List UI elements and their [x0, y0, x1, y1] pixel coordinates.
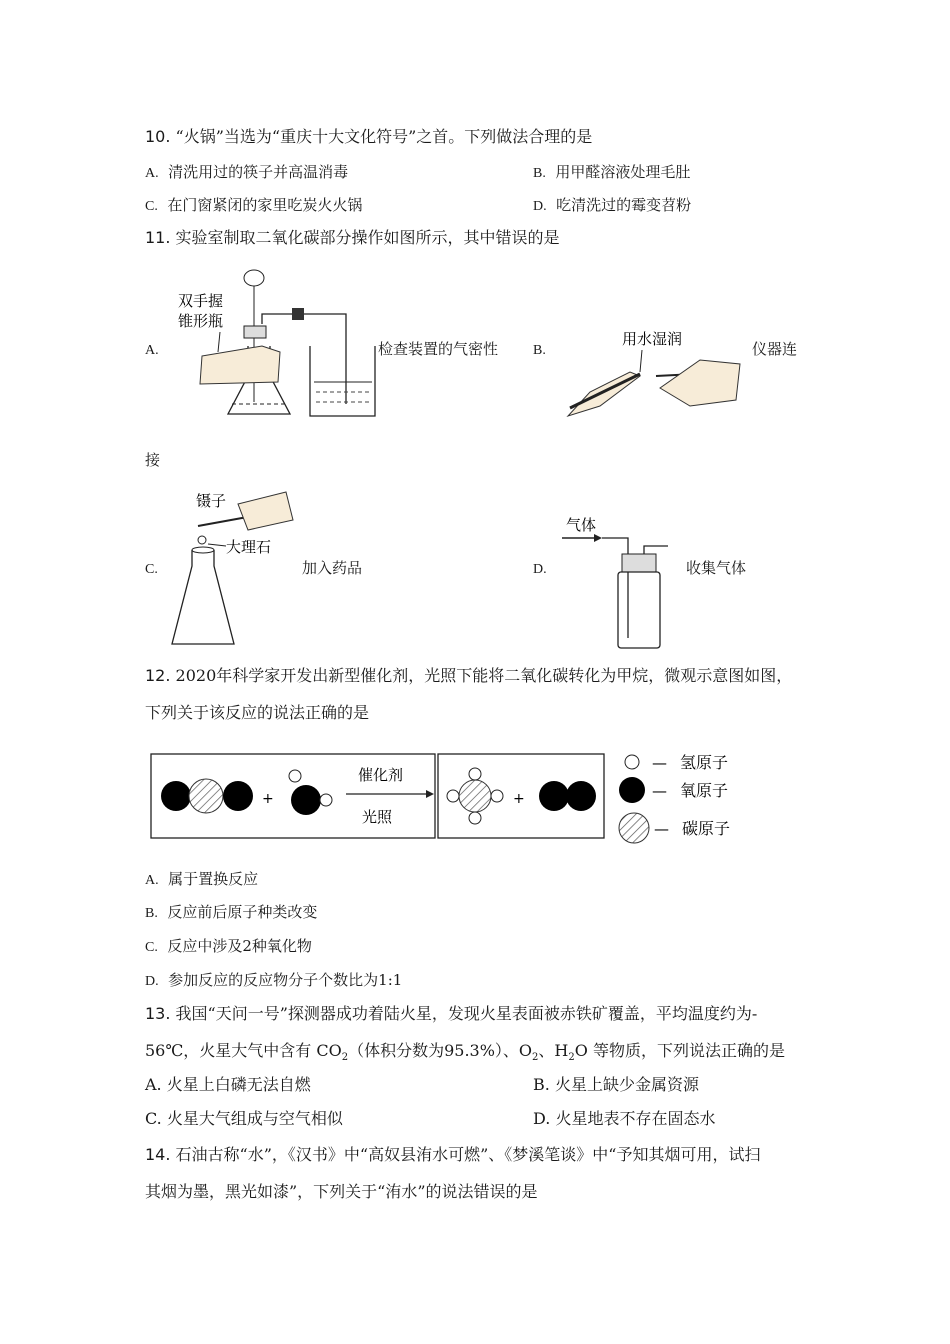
hand-icon [200, 346, 280, 384]
legend-dash: — [654, 820, 669, 838]
option-c[interactable] [145, 936, 312, 958]
figure-caption: 用水湿润 [622, 330, 683, 348]
figure-caption: 气体 [566, 516, 597, 534]
carbon-atom [189, 779, 223, 813]
conical-flask [172, 550, 234, 644]
tube-connection-figure [560, 320, 745, 420]
stem-text: （体积分数为95.3%）、O [348, 1041, 533, 1060]
figure-caption: 大理石 [226, 538, 272, 556]
question-stem: “火锅”当选为“重庆十大文化符号”之首。下列做法合理的是 [175, 127, 593, 146]
option-text: 在门窗紧闭的家里吃炭火火锅 [167, 196, 363, 214]
stem-text: 、H [538, 1041, 569, 1060]
hydrogen-atom [469, 812, 481, 824]
reaction-microscopic-diagram [150, 748, 750, 844]
subscript: 2 [532, 1052, 539, 1064]
option-b-label[interactable] [533, 339, 546, 361]
option-b[interactable] [145, 902, 317, 924]
subscript: 2 [568, 1052, 575, 1064]
option-d[interactable] [533, 195, 691, 217]
marble-piece [198, 536, 206, 544]
legend-oxygen-icon [619, 777, 645, 803]
stem-text: 56℃，火星大气中含有 CO [145, 1041, 342, 1060]
legend-oxygen-label: 氧原子 [680, 781, 729, 800]
option-text: 火星上白磷无法自燃 [166, 1075, 311, 1094]
option-label: B. [533, 166, 546, 181]
option-text: 属于置换反应 [168, 870, 259, 888]
option-label: D. [533, 199, 547, 214]
question-stem: 我国“天问一号”探测器成功着陆火星，发现火星表面被赤铁矿覆盖，平均温度约为- [175, 1004, 758, 1023]
hydrogen-atom [447, 790, 459, 802]
option-label: C. [145, 199, 158, 214]
question-12-line2: 下列关于该反应的说法正确的是 [145, 703, 370, 722]
option-label: A. [145, 343, 159, 358]
condition-label: 光照 [362, 808, 393, 826]
option-a-text: 检查装置的气密性 [378, 340, 499, 358]
option-b[interactable] [533, 162, 690, 184]
option-b-text-cont: 接 [145, 451, 161, 469]
question-14 [145, 1145, 760, 1165]
question-13-line2 [145, 1041, 785, 1068]
hand-icon [238, 492, 293, 530]
figure-caption: 锥形瓶 [178, 312, 224, 330]
arrow-head-icon [426, 790, 434, 798]
question-number: 10. [145, 127, 171, 146]
legend-carbon-label: 碳原子 [682, 819, 731, 838]
oxygen-atom [566, 781, 596, 811]
option-c[interactable] [145, 195, 362, 217]
stopper [244, 326, 266, 338]
option-a[interactable] [145, 162, 348, 184]
option-b[interactable] [533, 1075, 699, 1095]
question-stem: 2020年科学家开发出新型催化剂，光照下能将二氧化碳转化为甲烷，微观示意图如图， [175, 666, 793, 685]
hydrogen-atom [491, 790, 503, 802]
figure-caption: 双手握 [178, 292, 224, 310]
legend-hydrogen-label: 氢原子 [680, 753, 729, 772]
pointer-line [218, 332, 220, 352]
question-14-line2: 其烟为墨，黑光如漆”，下列关于“洧水”的说法错误的是 [145, 1182, 538, 1201]
legend-carbon-icon [619, 813, 649, 843]
option-label: D. [145, 974, 159, 989]
option-b-text: 仪器连 [752, 340, 798, 358]
option-text: 参加反应的反应物分子个数比为1:1 [168, 971, 403, 989]
question-number: 13. [145, 1004, 171, 1023]
figure-caption: 镊子 [196, 492, 227, 510]
question-13 [145, 1004, 757, 1024]
question-number: 12. [145, 666, 171, 685]
option-label: C. [145, 562, 158, 577]
option-label: B. [533, 1075, 550, 1094]
oxygen-atom [291, 785, 321, 815]
option-text: 反应前后原子种类改变 [167, 903, 318, 921]
carbon-atom [459, 780, 491, 812]
option-c[interactable] [145, 1109, 343, 1129]
add-reagent-figure [168, 484, 298, 649]
option-label: C. [145, 1109, 162, 1128]
question-number: 14. [145, 1145, 171, 1164]
legend-dash: — [652, 782, 667, 800]
option-text: 火星大气组成与空气相似 [166, 1109, 343, 1128]
collection-bottle [618, 572, 660, 648]
option-a[interactable] [145, 1075, 311, 1095]
legend-hydrogen-icon [625, 755, 639, 769]
hydrogen-atom [289, 770, 301, 782]
plus-sign: + [262, 791, 274, 807]
option-c-label[interactable] [145, 558, 158, 580]
option-d[interactable] [533, 1109, 715, 1129]
option-label: B. [145, 906, 158, 921]
oxygen-atom [223, 781, 253, 811]
plus-sign: + [513, 791, 525, 807]
question-number: 11. [145, 228, 171, 247]
catalyst-label: 催化剂 [358, 766, 404, 784]
question-10 [145, 127, 592, 147]
option-text: 火星上缺少金属资源 [554, 1075, 699, 1094]
pointer-line [640, 350, 642, 372]
option-a[interactable] [145, 869, 258, 891]
option-text: 火星地表不存在固态水 [555, 1109, 716, 1128]
arrow-icon [594, 534, 602, 542]
option-text: 用甲醛溶液处理毛肚 [555, 163, 691, 181]
beaker [310, 346, 375, 416]
option-d[interactable] [145, 970, 402, 992]
option-label: C. [145, 940, 158, 955]
airtightness-figure [170, 264, 380, 424]
hydrogen-atom [469, 768, 481, 780]
gas-collection-figure [560, 510, 678, 650]
question-11 [145, 228, 560, 248]
question-12 [145, 666, 792, 686]
subscript: 2 [341, 1052, 349, 1064]
option-d-label[interactable] [533, 558, 547, 580]
clamp [292, 308, 304, 320]
inlet-tube [602, 538, 628, 638]
option-label: A. [145, 166, 159, 181]
right-hand-icon [660, 360, 740, 406]
option-c-text: 加入药品 [302, 559, 363, 577]
option-text: 反应中涉及2种氧化物 [167, 937, 312, 955]
flask-mouth [192, 547, 214, 553]
option-label: A. [145, 1075, 162, 1094]
question-stem: 实验室制取二氧化碳部分操作如图所示，其中错误的是 [175, 228, 560, 247]
question-stem: 石油古称“水”，《汉书》中“高奴县洧水可燃”、《梦溪笔谈》中“予知其烟可用，试扫 [175, 1145, 761, 1164]
oxygen-atom [539, 781, 569, 811]
option-text: 清洗用过的筷子并高温消毒 [168, 163, 349, 181]
funnel-bulb [244, 270, 264, 286]
option-d-text: 收集气体 [686, 559, 747, 577]
legend-dash: — [652, 754, 667, 772]
pointer-line [208, 544, 226, 546]
option-label: D. [533, 562, 547, 577]
option-label: B. [533, 343, 546, 358]
hydrogen-atom [320, 794, 332, 806]
option-label: D. [533, 1109, 551, 1128]
stem-text: O 等物质，下列说法正确的是 [574, 1041, 785, 1060]
option-label: A. [145, 873, 159, 888]
option-a-label[interactable] [145, 339, 159, 361]
stopper [622, 554, 656, 572]
rubber-tube [570, 374, 640, 408]
option-text: 吃清洗过的霉变苕粉 [556, 196, 692, 214]
oxygen-atom [161, 781, 191, 811]
